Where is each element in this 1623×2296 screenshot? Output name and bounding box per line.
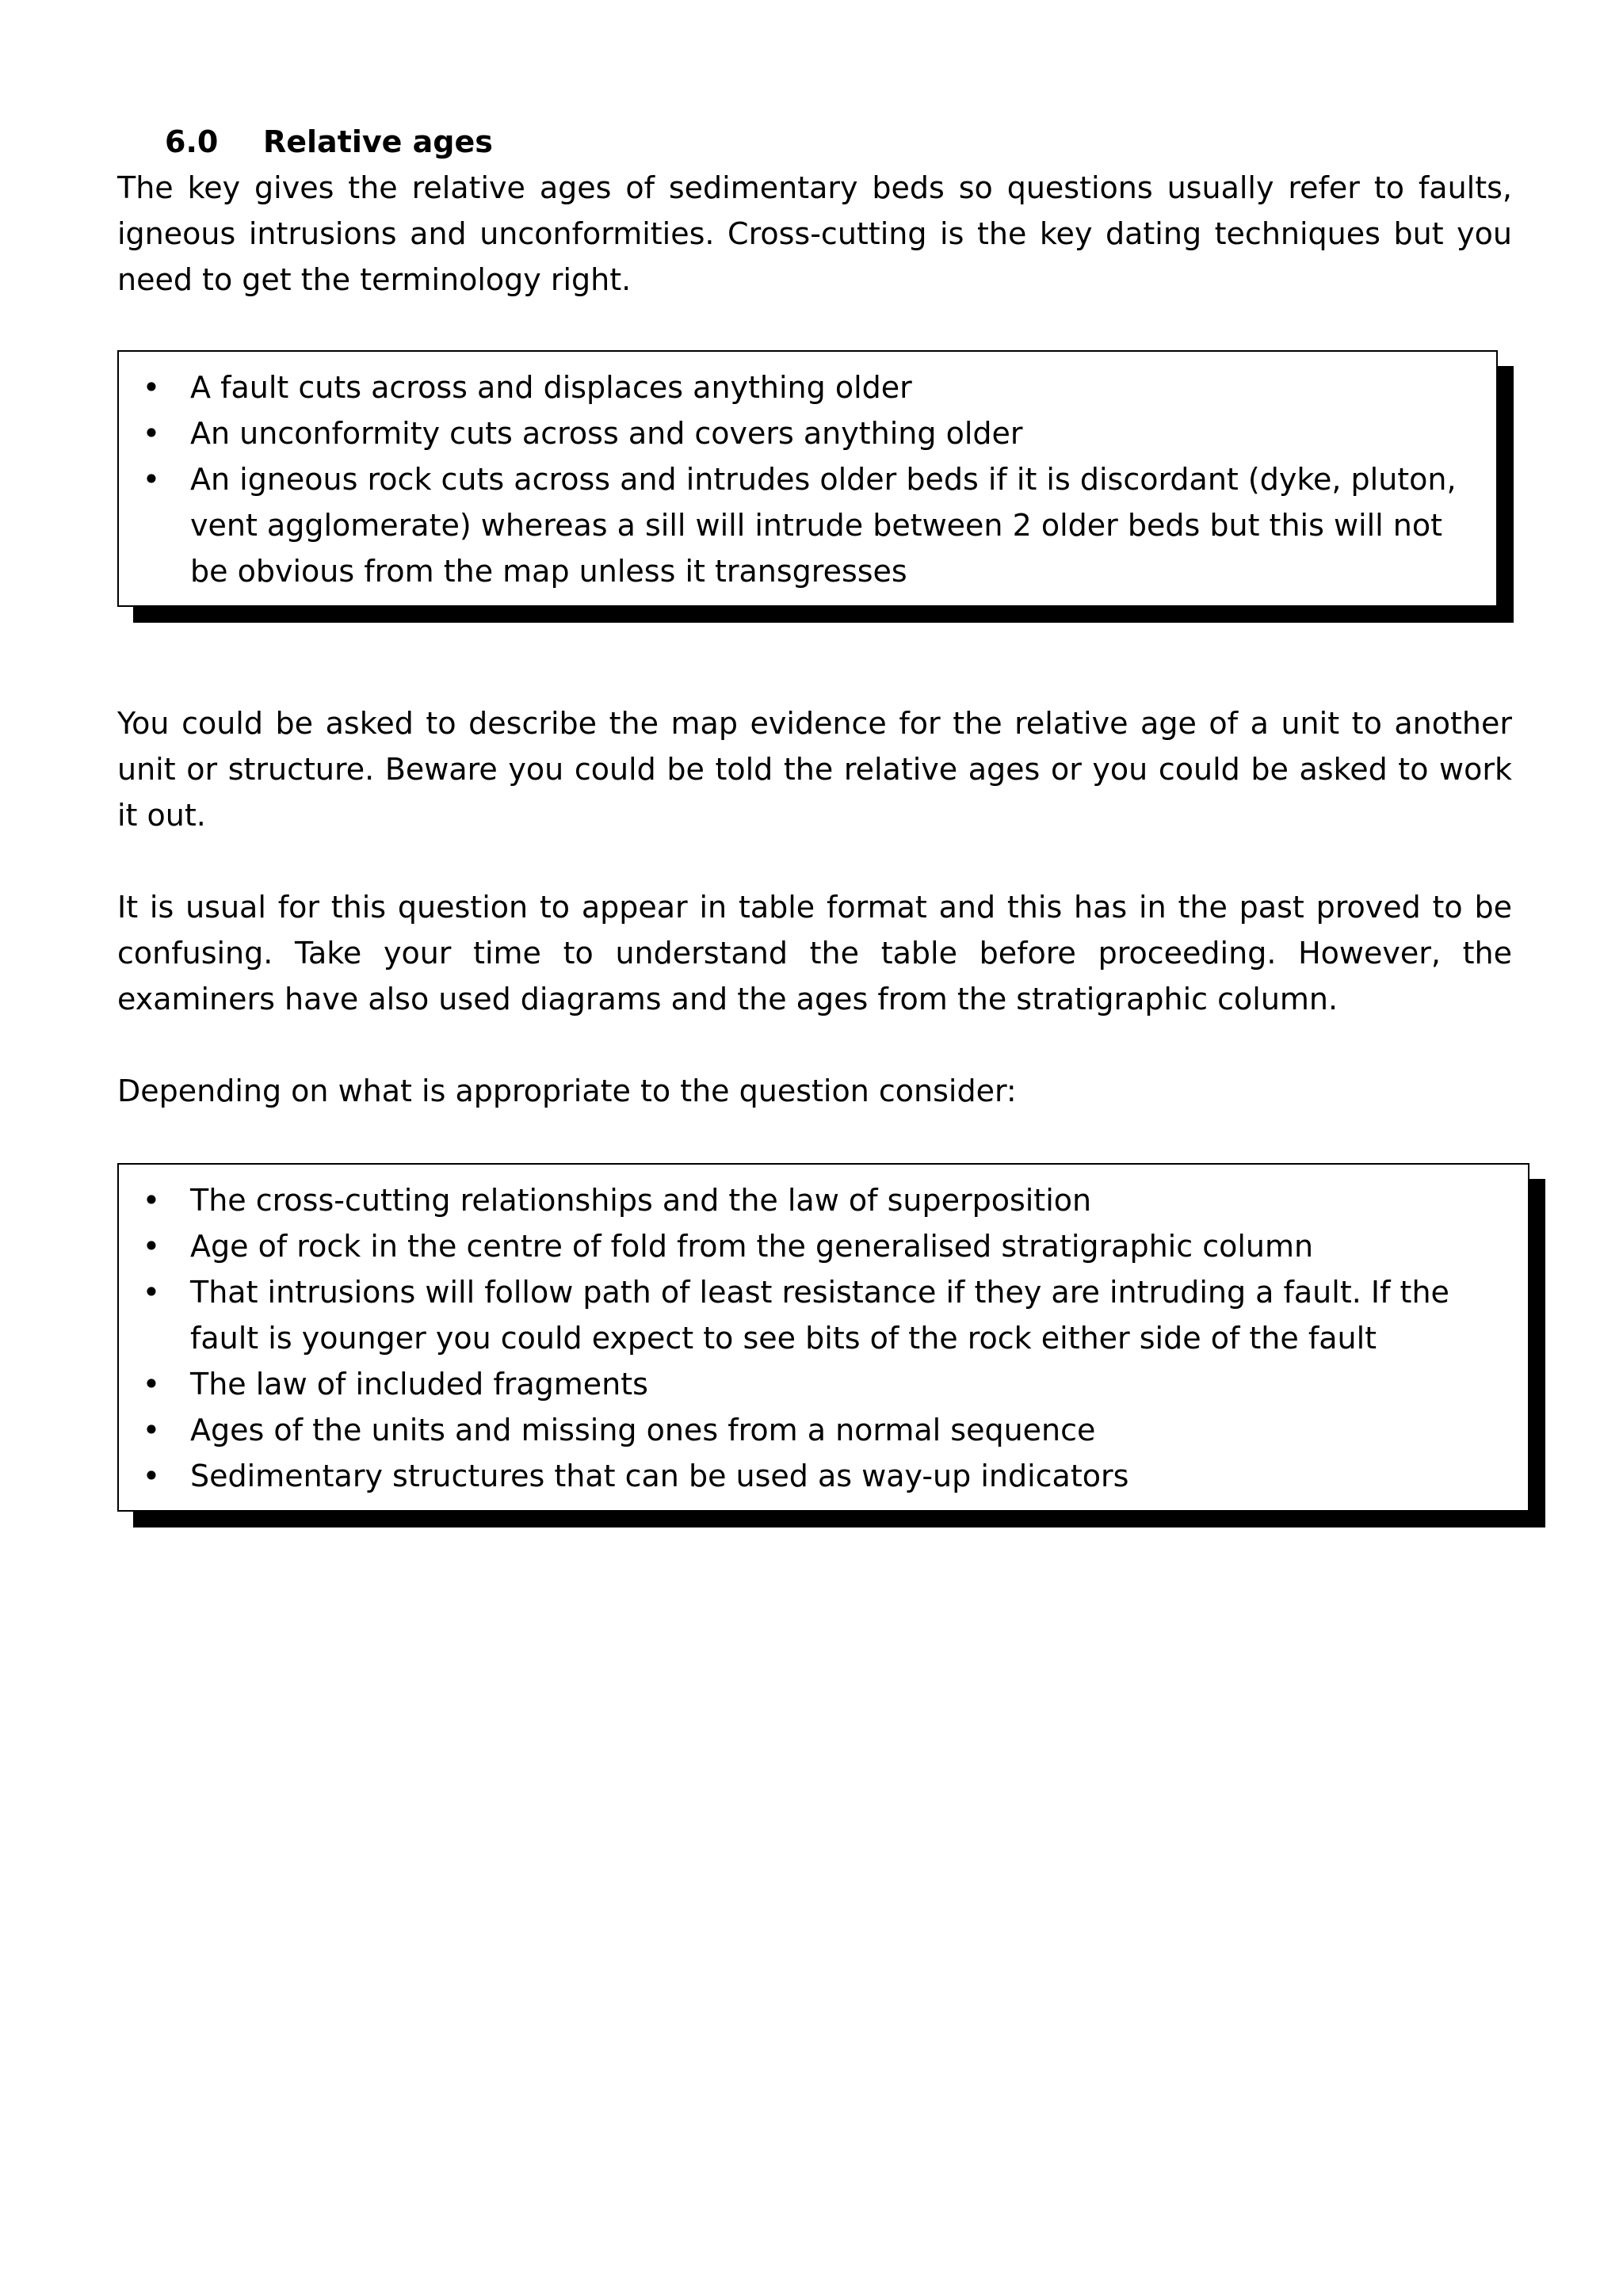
list-item: • An unconformity cuts across and covers anything older	[139, 410, 1479, 456]
box-frame	[117, 350, 1498, 607]
bullet-icon: •	[142, 1229, 161, 1264]
bullet-icon: •	[142, 1275, 161, 1310]
list-item: • Sedimentary structures that can be used as way-up indicators	[139, 1453, 1510, 1499]
bullet-icon: •	[142, 370, 161, 405]
evidence-paragraph: You could be asked to describe the map evidence for the relative age of a unit to another unit or structure. Beware you could be told the relative ages or you could be asked to work it out.	[117, 706, 1512, 833]
section-heading	[117, 119, 1512, 165]
section-number: 6.0	[165, 124, 219, 159]
key-points-box	[117, 350, 1512, 607]
bullet-icon: •	[142, 1413, 161, 1447]
list-item: • Age of rock in the centre of fold from the generalised stratigraphic column	[139, 1223, 1510, 1269]
list-item: • That intrusions will follow path of least resistance if they are intruding a fault. If the fault is younger you could expect to see bits of the rock either side of the fault	[139, 1269, 1510, 1361]
bullet-icon: •	[142, 1183, 161, 1218]
bullet-icon: •	[142, 416, 161, 451]
table-format-paragraph: It is usual for this question to appear in table format and this has in the past proved to be confusing. Take your time to understand the table before proceeding. However, the examiners have also used diagrams and the ages from the stratigraphic column.	[117, 890, 1512, 1016]
bullet-icon: •	[142, 462, 161, 497]
box-frame	[117, 1163, 1529, 1512]
considerations-box	[117, 1163, 1512, 1512]
bullet-icon: •	[142, 1459, 161, 1493]
section-title: Relative ages	[263, 124, 493, 159]
list-item: • Ages of the units and missing ones from a normal sequence	[139, 1407, 1510, 1453]
page-content	[117, 119, 1512, 1512]
list-item: • A fault cuts across and displaces anything older	[139, 364, 1479, 410]
list-item: • An igneous rock cuts across and intrudes older beds if it is discordant (dyke, pluton, vent agglomerate) whereas a sill will intrude between 2 older beds but this will not be obvious from the map unless it transgresses	[139, 456, 1479, 594]
bullet-list	[139, 364, 1479, 594]
bullet-icon: •	[142, 1367, 161, 1402]
intro-paragraph: The key gives the relative ages of sedimentary beds so questions usually refer to faults, igneous intrusions and unconformities. Cross-cutting is the key dating techniques but you need to get the terminology right.	[117, 170, 1512, 297]
list-item: • The law of included fragments	[139, 1361, 1510, 1407]
consider-paragraph: Depending on what is appropriate to the question consider:	[117, 1074, 1017, 1108]
bullet-list	[139, 1177, 1510, 1499]
list-item: • The cross-cutting relationships and the law of superposition	[139, 1177, 1510, 1223]
